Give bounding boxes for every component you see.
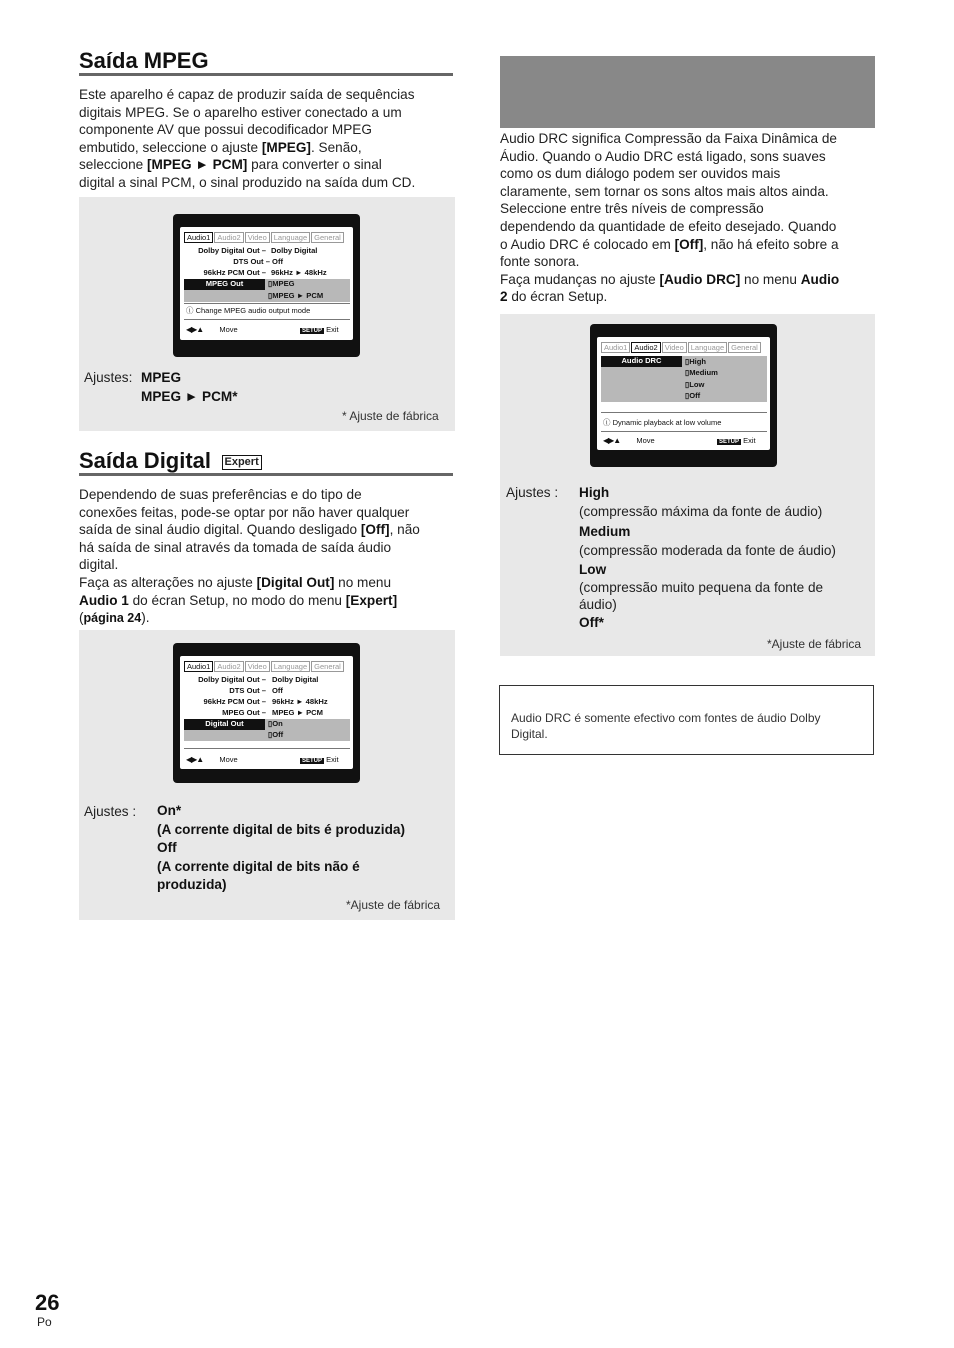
digital-settings-label: Ajustes : (84, 804, 137, 819)
osd-selected-item[interactable]: Digital Out (184, 719, 265, 730)
tab-language[interactable]: Language (688, 342, 727, 353)
tab-video[interactable]: Video (245, 232, 270, 243)
osd-tabs (184, 232, 345, 243)
text-line: Dependendo de suas preferências e do tipo de (79, 487, 362, 502)
osd-option[interactable]: ▯Off (685, 391, 701, 400)
osd-footer: ◀▶▲ Move (186, 325, 238, 334)
info-icon: ⓘ (186, 306, 194, 315)
text-line: Audio DRC significa Compressão da Faixa Dinâmica de (500, 131, 837, 146)
tab-audio2[interactable]: Audio2 (631, 342, 660, 353)
osd-screen-digital: Audio1 Audio2 Video Language General Dolby Digital Out – Dolby Digital DTS Out – Off 96kHz PCM Out – 96kHz ► 48kHz MPEG Out – MPEG ► PCM Digital Out ▯On ▯Off ◀▶▲ Move SETUP Exit (180, 656, 353, 769)
osd-tabs (601, 342, 762, 353)
expert-badge: Expert (222, 455, 262, 470)
osd-divider (184, 748, 350, 749)
section-header-bar (500, 56, 875, 128)
text-line: dependendo da quantidade de efeito desejado. Quando (500, 218, 837, 234)
drc-settings-label: Ajustes : (506, 485, 559, 500)
text-line: Áudio. Quando o Audio DRC está ligado, sons suaves (500, 148, 826, 164)
text-line: digitais MPEG. Se o aparelho estiver conectado a um (79, 104, 402, 120)
tab-video[interactable]: Video (245, 661, 270, 672)
osd-selected-item[interactable]: MPEG Out (184, 279, 265, 290)
text-line: embutido, seleccione o ajuste [MPEG]. Senão, (79, 139, 362, 155)
arrow-keys-icon: ◀▶▲ (603, 436, 621, 445)
digital-section-heading (79, 448, 262, 474)
language-code: Po (37, 1315, 52, 1329)
osd-exit[interactable]: SETUP Exit (302, 755, 339, 764)
text-line: saída de sinal áudio digital. Quando desligado [Off], não (79, 522, 420, 538)
osd-option[interactable]: ▯MPEG (268, 279, 295, 288)
text-line: há saída de sinal através da tomada de saída áudio (79, 539, 392, 555)
mpeg-section-title: Saída MPEG (79, 48, 209, 73)
drc-description (500, 130, 880, 306)
tab-language[interactable]: Language (271, 661, 310, 672)
osd-footer: ◀▶▲ Move (603, 436, 655, 445)
tab-language[interactable]: Language (271, 232, 310, 243)
text-line: Audio 1 do écran Setup, no modo do menu [Expert] (79, 592, 398, 608)
osd-divider (184, 303, 350, 304)
mpeg-settings-label: Ajustes: (84, 370, 133, 385)
osd-footer: ◀▶▲ Move (186, 755, 238, 764)
osd-option[interactable]: ▯Off (268, 730, 284, 739)
osd-option[interactable]: ▯On (268, 719, 283, 728)
tab-video[interactable]: Video (662, 342, 687, 353)
text-line: Seleccione entre três níveis de compressão (500, 201, 764, 217)
osd-option[interactable]: ▯MPEG ► PCM (268, 291, 324, 300)
osd-info: ⓘ Dynamic playback at low volume (603, 418, 722, 427)
osd-option[interactable]: ▯Medium (685, 368, 718, 377)
tab-audio1[interactable]: Audio1 (601, 342, 630, 353)
text-line: digital a sinal PCM, o sinal produzido na saída dum CD. (79, 174, 416, 190)
text-line: claramente, sem tornar os sons altos mais altos ainda. (500, 183, 829, 199)
text-line: o Audio DRC é colocado em [Off], não há efeito sobre a (500, 236, 839, 252)
text-line: como os dum diálogo podem ser ouvidos mais (500, 166, 781, 182)
setup-button-icon: SETUP (302, 328, 323, 334)
text-line: (página 24). (79, 610, 150, 626)
text-line: Este aparelho é capaz de produzir saída de sequências (79, 87, 415, 102)
factory-note: *Ajuste de fábrica (346, 898, 441, 912)
osd-option[interactable]: ▯Low (685, 380, 705, 389)
note-text: Audio DRC é somente efectivo com fontes de áudio Dolby Digital. (511, 711, 821, 741)
arrow-keys-icon: ◀▶▲ (186, 325, 204, 334)
osd-info: ⓘ Change MPEG audio output mode (186, 306, 311, 315)
tab-audio2[interactable]: Audio2 (214, 232, 243, 243)
osd-tabs (184, 661, 345, 672)
info-icon: ⓘ (603, 418, 611, 427)
text-line: componente AV que possui decodificador MPEG (79, 122, 372, 138)
setup-button-icon: SETUP (719, 439, 740, 445)
arrow-keys-icon: ◀▶▲ (186, 755, 204, 764)
tab-audio2[interactable]: Audio2 (214, 661, 243, 672)
digital-description (79, 486, 459, 628)
text-line: fonte sonora. (500, 254, 580, 270)
osd-exit[interactable]: SETUP Exit (302, 325, 339, 334)
factory-note: * Ajuste de fábrica (342, 409, 439, 423)
digital-section-title: Saída Digital (79, 448, 212, 473)
page-number: 26 (35, 1290, 60, 1315)
section-rule (79, 73, 453, 76)
text-line: digital. (79, 557, 119, 573)
osd-screen-drc (597, 337, 770, 450)
text-line: Faça as alterações no ajuste [Digital Out] no menu (79, 574, 392, 590)
digital-settings-list: On* (A corrente digital de bits é produzida) Off (A corrente digital de bits não é produzida) (157, 803, 405, 893)
mpeg-description (79, 86, 459, 192)
drc-settings-list: High (compressão máxima da fonte de áudio) Medium (compressão moderada da fonte de áudio) Low (compressão muito pequena da fonte de áudio) Off* (579, 485, 836, 631)
setup-button-icon: SETUP (302, 758, 323, 764)
osd-divider (601, 431, 767, 432)
tab-general[interactable]: General (728, 342, 761, 353)
tab-audio1[interactable]: Audio1 (184, 661, 213, 672)
osd-exit[interactable]: SETUP Exit (719, 436, 756, 445)
tab-general[interactable]: General (311, 661, 344, 672)
text-line: seleccione [MPEG ► PCM] para converter o sinal (79, 157, 382, 173)
tab-general[interactable]: General (311, 232, 344, 243)
osd-divider (184, 319, 350, 320)
mpeg-settings-list: MPEG MPEG ► PCM* (141, 370, 238, 404)
osd-screen-mpeg: Audio1 Audio2 Video Language General Dolby Digital Out – Dolby Digital DTS Out – Off 96kHz PCM Out – 96kHz ► 48kHz MPEG Out ▯MPEG ▯MPEG ► PCM ⓘ Change MPEG audio output mode ◀▶▲ Move SETUP Exit (180, 227, 353, 340)
text-line: conexões feitas, pode-se optar por não haver qualquer (79, 504, 410, 520)
section-rule (79, 473, 453, 476)
text-line: 2 do écran Setup. (500, 289, 608, 305)
tab-audio1[interactable]: Audio1 (184, 232, 213, 243)
osd-selected-item[interactable]: Audio DRC (601, 356, 682, 367)
osd-option[interactable]: ▯High (685, 357, 707, 366)
factory-note: *Ajuste de fábrica (767, 637, 862, 651)
osd-divider (601, 412, 767, 413)
text-line: Faça mudanças no ajuste [Audio DRC] no menu Audio (500, 271, 840, 287)
